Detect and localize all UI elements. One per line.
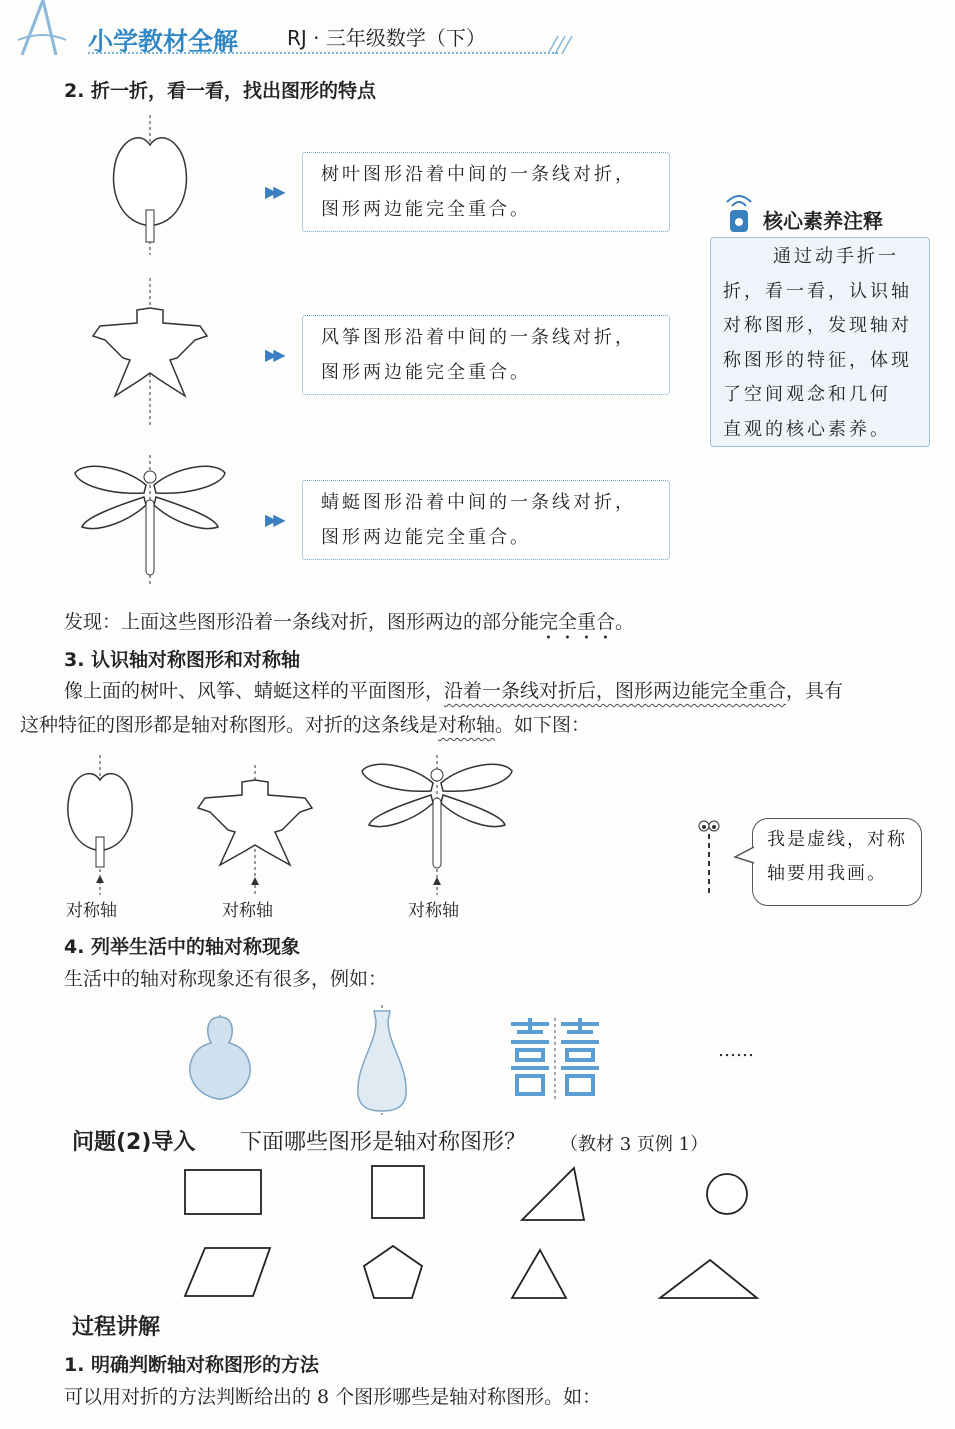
section2-heading: 2. 折一折，看一看，找出图形的特点 — [64, 80, 377, 102]
speech-line: 轴要用我画。 — [767, 863, 887, 884]
header-divider — [88, 52, 558, 54]
axis-caption: 对称轴 — [66, 901, 117, 921]
kite-axis-figure — [190, 765, 320, 895]
finding-prefix: 发现：上面这些图形沿着一条线对折，图形两边的部分能 — [64, 611, 540, 633]
speech-bubble — [752, 818, 922, 906]
scalene-triangle-shape — [522, 1168, 584, 1220]
kite-line2: 图形两边能完全重合。 — [321, 362, 531, 383]
kite-description — [302, 315, 670, 395]
s3-text-d: 这种特征的图形都是轴对称图形。对折的这条线是 — [20, 714, 439, 736]
s3-text-c: ，具有 — [786, 680, 844, 702]
leaf-figure — [100, 115, 200, 255]
axis-caption: 对称轴 — [222, 901, 273, 921]
kite-figure — [85, 278, 215, 428]
section3-line2 — [20, 708, 590, 742]
equilateral-triangle-shape — [512, 1250, 566, 1298]
s3-text-f: 。如下图： — [495, 714, 591, 736]
kite-line1: 风筝图形沿着中间的一条线对折， — [321, 327, 636, 348]
dragonfly-line2: 图形两边能完全重合。 — [321, 527, 531, 548]
dragonfly-line1: 蜻蜓图形沿着中间的一条线对折， — [321, 492, 636, 513]
axis-caption: 对称轴 — [408, 901, 459, 921]
obtuse-triangle-shape — [660, 1260, 757, 1298]
finding-text — [64, 605, 634, 644]
problem-ref: （教材 3 页例 1） — [560, 1134, 709, 1155]
s3-text-a: 像上面的树叶、风筝、蜻蜓这样的平面图形， — [64, 680, 445, 702]
process-text: 可以用对折的方法判断给出的 8 个图形哪些是轴对称图形。如： — [64, 1386, 602, 1408]
section4-intro: 生活中的轴对称现象还有很多，例如： — [64, 968, 388, 990]
core-note-line: 直观的核心素养。 — [723, 418, 891, 440]
circle-shape — [707, 1174, 747, 1214]
finding-suffix: 。 — [615, 611, 635, 633]
book-title: 小学教材全解 — [88, 27, 239, 56]
arrow-icon: ▶▶ — [265, 182, 282, 201]
parallelogram-shape — [185, 1248, 270, 1296]
book-subtitle: RJ · 三年级数学（下） — [287, 26, 486, 50]
leaf-description — [302, 152, 670, 232]
dragonfly-description — [302, 480, 670, 560]
process-subheading: 1. 明确判断轴对称图形的方法 — [64, 1354, 320, 1376]
header-stripes-icon — [548, 36, 578, 56]
problem-question: 下面哪些图形是轴对称图形？ — [240, 1130, 527, 1155]
problem-label: 问题(2)导入 — [72, 1130, 196, 1155]
core-note-line: 对称图形，发现轴对 — [723, 315, 912, 336]
vase-icon — [352, 1005, 412, 1115]
gourd-icon — [185, 1015, 255, 1100]
core-note-line: 通过动手折一 — [773, 246, 899, 267]
compass-logo-icon — [8, 0, 78, 60]
square-shape — [372, 1166, 424, 1218]
core-note-line: 称图形的特征，体现 — [723, 349, 912, 371]
core-note-line: 折，看一看，认识轴 — [723, 280, 912, 302]
radio-icon — [722, 190, 756, 234]
arrow-icon: ▶▶ — [265, 345, 282, 364]
leaf-line2: 图形两边能完全重合。 — [321, 199, 531, 220]
leaf-line1: 树叶图形沿着中间的一条线对折， — [321, 164, 636, 185]
leaf-axis-figure — [58, 755, 148, 895]
double-happiness-icon — [505, 1018, 605, 1100]
finding-emphasis: 完全重合 — [539, 611, 616, 633]
section3-heading: 3. 认识轴对称图形和对称轴 — [64, 649, 301, 671]
s3-text-b: 沿着一条线对折后，图形两边能完全重合 — [444, 680, 787, 702]
speech-line: 我是虚线，对称 — [767, 829, 907, 850]
arrow-icon: ▶▶ — [265, 510, 282, 529]
s3-text-e: 对称轴 — [438, 714, 496, 736]
pentagon-shape — [364, 1246, 422, 1298]
dashed-line-character-icon — [695, 808, 725, 898]
speech-tail-icon — [733, 845, 755, 865]
process-heading: 过程讲解 — [72, 1315, 161, 1340]
core-note-title: 核心素养注释 — [763, 209, 883, 233]
rectangle-shape — [185, 1170, 261, 1214]
core-note-line: 了空间观念和几何 — [723, 384, 891, 405]
shapes-figure — [0, 1158, 955, 1313]
dragonfly-axis-figure — [355, 755, 520, 895]
section3-line1 — [64, 674, 843, 708]
dragonfly-figure — [70, 455, 230, 585]
core-note-box — [710, 237, 930, 447]
section4-heading: 4. 列举生活中的轴对称现象 — [64, 936, 301, 958]
ellipsis-text: …… — [718, 1040, 754, 1061]
